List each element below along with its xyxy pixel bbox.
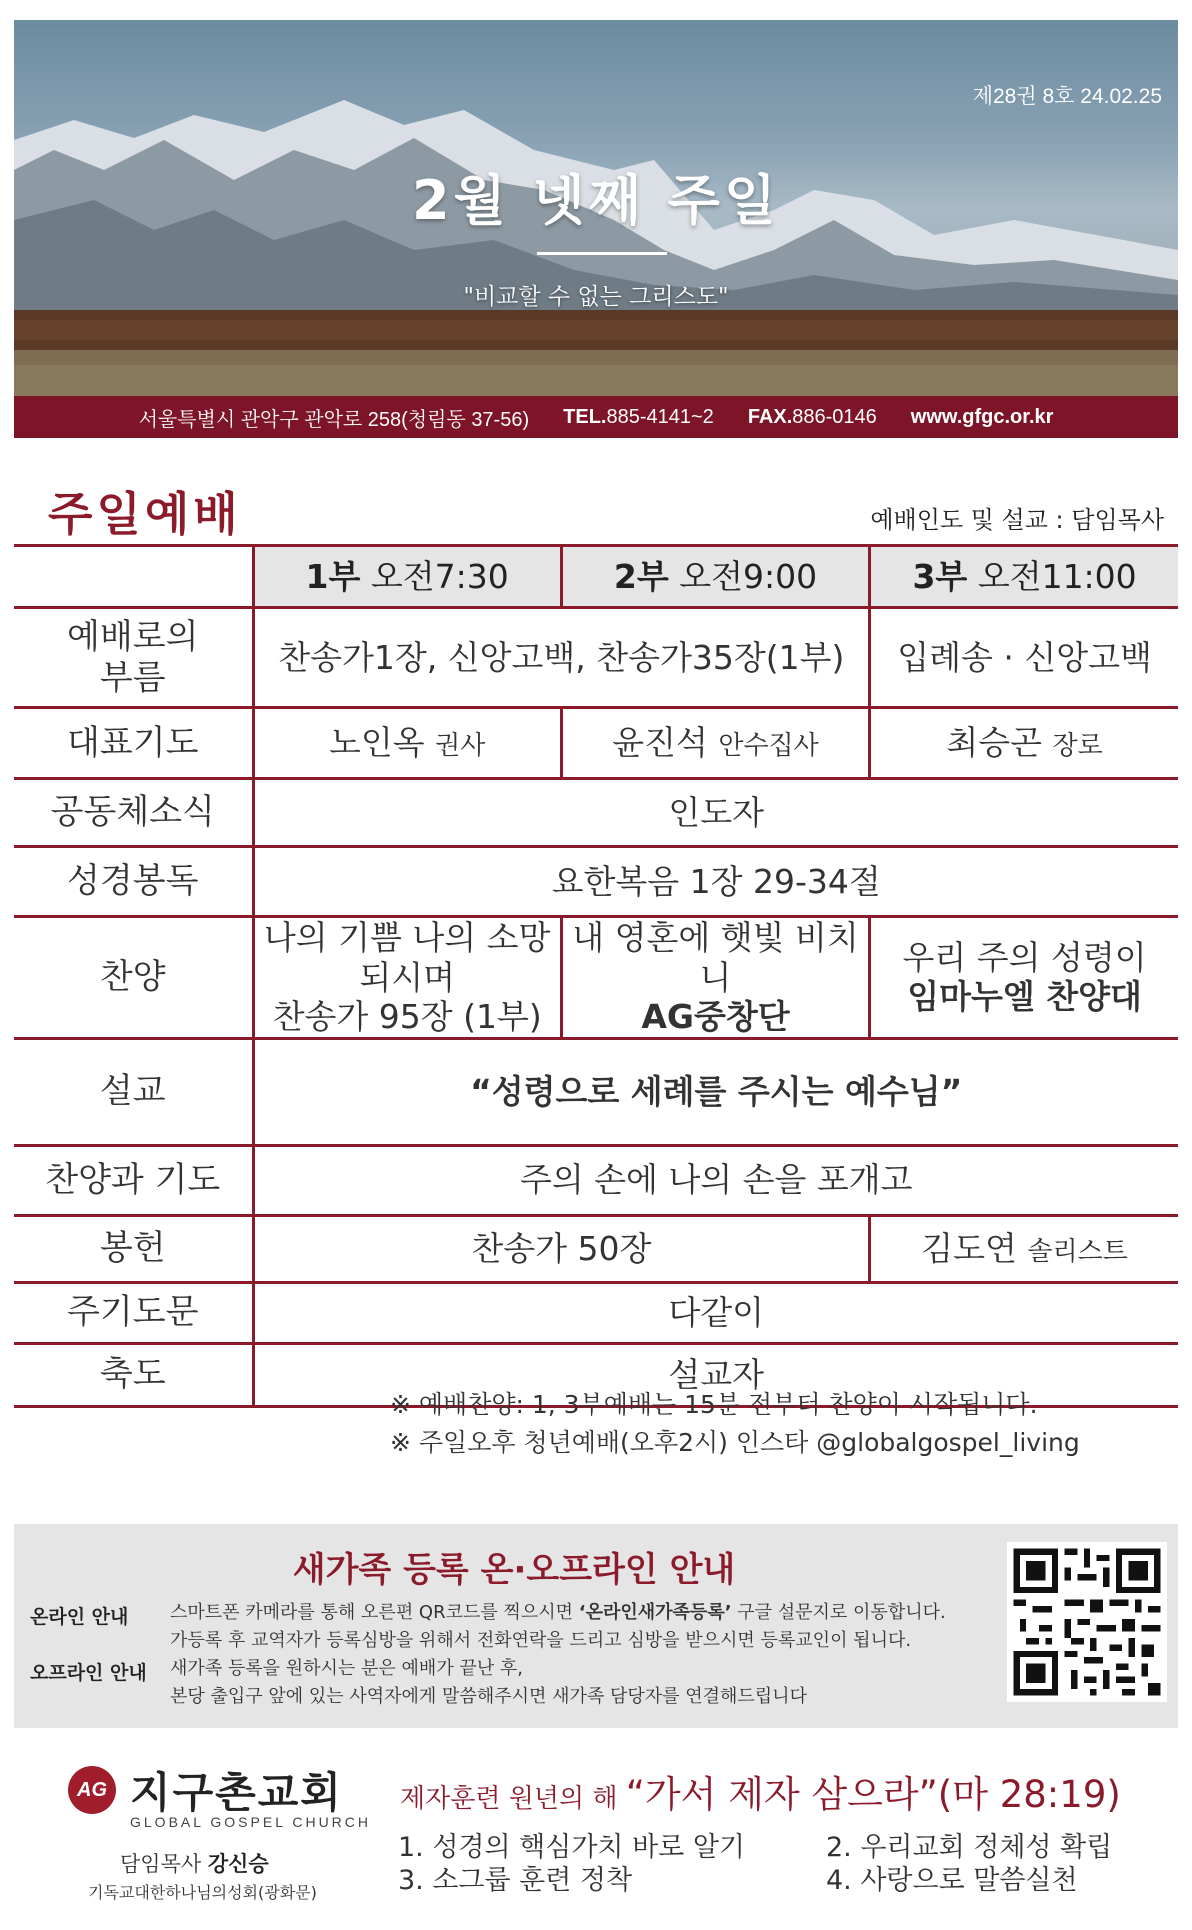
row-label: 공동체소식 xyxy=(14,779,253,847)
table-row-call-to-worship xyxy=(14,608,1178,708)
goal-2: 2. 우리교회 정체성 확립 xyxy=(826,1832,1113,1863)
song-prayer-value: 주의 손에 나의 손을 포개고 xyxy=(253,1145,1178,1215)
note-praise-time: ※ 예배찬양: 1, 3부예배는 15분 전부터 찬양이 시작됩니다. xyxy=(390,1390,1038,1419)
service-leader: 예배인도 및 설교 : 담임목사 xyxy=(870,506,1164,534)
row-label: 대표기도 xyxy=(14,708,253,779)
table-row-community-news xyxy=(14,779,1178,847)
table-header-row xyxy=(14,546,1178,608)
goal-3: 3. 소그룹 훈련 정착 xyxy=(398,1865,633,1896)
prayer-leader-1: 노인옥 권사 xyxy=(253,708,561,779)
service-2-header: 2부 오전9:00 xyxy=(561,546,869,608)
row-label: 찬양과 기도 xyxy=(14,1145,253,1215)
section-title-sunday-service: 주일예배 xyxy=(48,487,242,541)
fax-number: FAX.886-0146 xyxy=(747,405,877,428)
praise-1: 나의 기쁨 나의 소망되시며 찬송가 95장 (1부) xyxy=(253,917,561,1039)
table-row-sermon xyxy=(14,1038,1178,1145)
table-row-praise xyxy=(14,917,1178,1039)
scripture-reference: 요한복음 1장 29-34절 xyxy=(253,847,1178,917)
offline-instructions: 새가족 등록을 원하시는 분은 예배가 끝난 후, 본당 출입구 앞에 있는 사역자에게 말씀해주시면 새가족 담당자를 연결해드립니다 xyxy=(170,1658,807,1707)
row-label: 성경봉독 xyxy=(14,847,253,917)
offering-hymn: 찬송가 50장 xyxy=(253,1215,870,1282)
website-link[interactable]: www.gfgc.or.kr xyxy=(910,405,1054,428)
community-news-value: 인도자 xyxy=(253,779,1178,847)
row-label: 설교 xyxy=(14,1038,253,1145)
service-order-table xyxy=(14,544,1178,1408)
praise-3: 우리 주의 성령이 임마누엘 찬양대 xyxy=(870,917,1178,1039)
service-3-header: 3부 오전11:00 xyxy=(870,546,1178,608)
row-label: 주기도문 xyxy=(14,1282,253,1343)
page-title: 2월 넷째 주일 xyxy=(412,169,780,232)
new-family-title: 새가족 등록 온·오프라인 안내 xyxy=(292,1550,736,1590)
sermon-series-subtitle: "비교할 수 없는 그리스도" xyxy=(463,284,729,310)
goal-1: 1. 성경의 핵심가치 바로 알기 xyxy=(398,1832,745,1863)
prayer-leader-2: 윤진석 안수집사 xyxy=(561,708,869,779)
praise-2: 내 영혼에 햇빛 비치니 AG중창단 xyxy=(561,917,869,1039)
call-to-worship-1-2: 찬송가1장, 신앙고백, 찬송가35장(1부) xyxy=(253,608,870,708)
year-motto: 제자훈련 원년의 해 “가서 제자 삼으라”(마 28:19) xyxy=(400,1773,1121,1816)
senior-pastor: 담임목사 강신승 xyxy=(120,1852,269,1876)
online-label: 온라인 안내 xyxy=(30,1606,129,1628)
lords-prayer-value: 다같이 xyxy=(253,1282,1178,1343)
new-family-panel xyxy=(14,1524,1178,1728)
row-label: 봉헌 xyxy=(14,1215,253,1282)
offline-label: 오프라인 안내 xyxy=(30,1662,147,1684)
goal-4: 4. 사랑으로 말씀실천 xyxy=(826,1865,1078,1896)
church-name: 지구촌교회 xyxy=(130,1768,343,1817)
benediction-value: 설교자 xyxy=(253,1343,1178,1406)
church-address: 서울특별시 관악구 관악로 258(청림동 37-56) xyxy=(138,408,530,431)
contact-bar xyxy=(14,396,1178,438)
offering-soloist: 김도연 솔리스트 xyxy=(870,1215,1178,1282)
prayer-leader-3: 최승곤 장로 xyxy=(870,708,1178,779)
table-row-scripture xyxy=(14,847,1178,917)
row-label: 축도 xyxy=(14,1343,253,1406)
qr-code-icon[interactable] xyxy=(1007,1542,1167,1702)
denomination: 기독교대한하나님의성회(광화문) xyxy=(88,1883,317,1902)
table-corner xyxy=(14,546,253,608)
phone-number: TEL.885-4141~2 xyxy=(563,405,714,428)
table-row-song-prayer xyxy=(14,1145,1178,1215)
service-1-header: 1부 오전7:30 xyxy=(253,546,561,608)
table-row-offering xyxy=(14,1215,1178,1282)
row-label: 예배로의 부름 xyxy=(14,608,253,708)
title-divider xyxy=(537,252,667,255)
note-youth-service: ※ 주일오후 청년예배(오후2시) 인스타 @globalgospel_living xyxy=(390,1428,1080,1457)
header-banner xyxy=(14,20,1178,438)
row-label: 찬양 xyxy=(14,917,253,1039)
church-name-english: GLOBAL GOSPEL CHURCH xyxy=(130,1814,372,1830)
table-row-lords-prayer xyxy=(14,1282,1178,1343)
online-instructions: 스마트폰 카메라를 통해 오른편 QR코드를 찍으시면 ‘온라인새가족등록’ 구글 설문지로 이동합니다. 가등록 후 교역자가 등록심방을 위해서 전화연락을 드리고 심방을 받으시면 등록교인이 됩니다. xyxy=(170,1602,946,1651)
call-to-worship-3: 입례송 · 신앙고백 xyxy=(870,608,1178,708)
issue-info: 제28권 8호 24.02.25 xyxy=(972,85,1162,108)
sermon-title: “성령으로 세례를 주시는 예수님” xyxy=(253,1038,1178,1145)
service-notes xyxy=(390,1386,1080,1462)
church-logo-icon: AG xyxy=(68,1766,116,1814)
table-row-prayer xyxy=(14,708,1178,779)
